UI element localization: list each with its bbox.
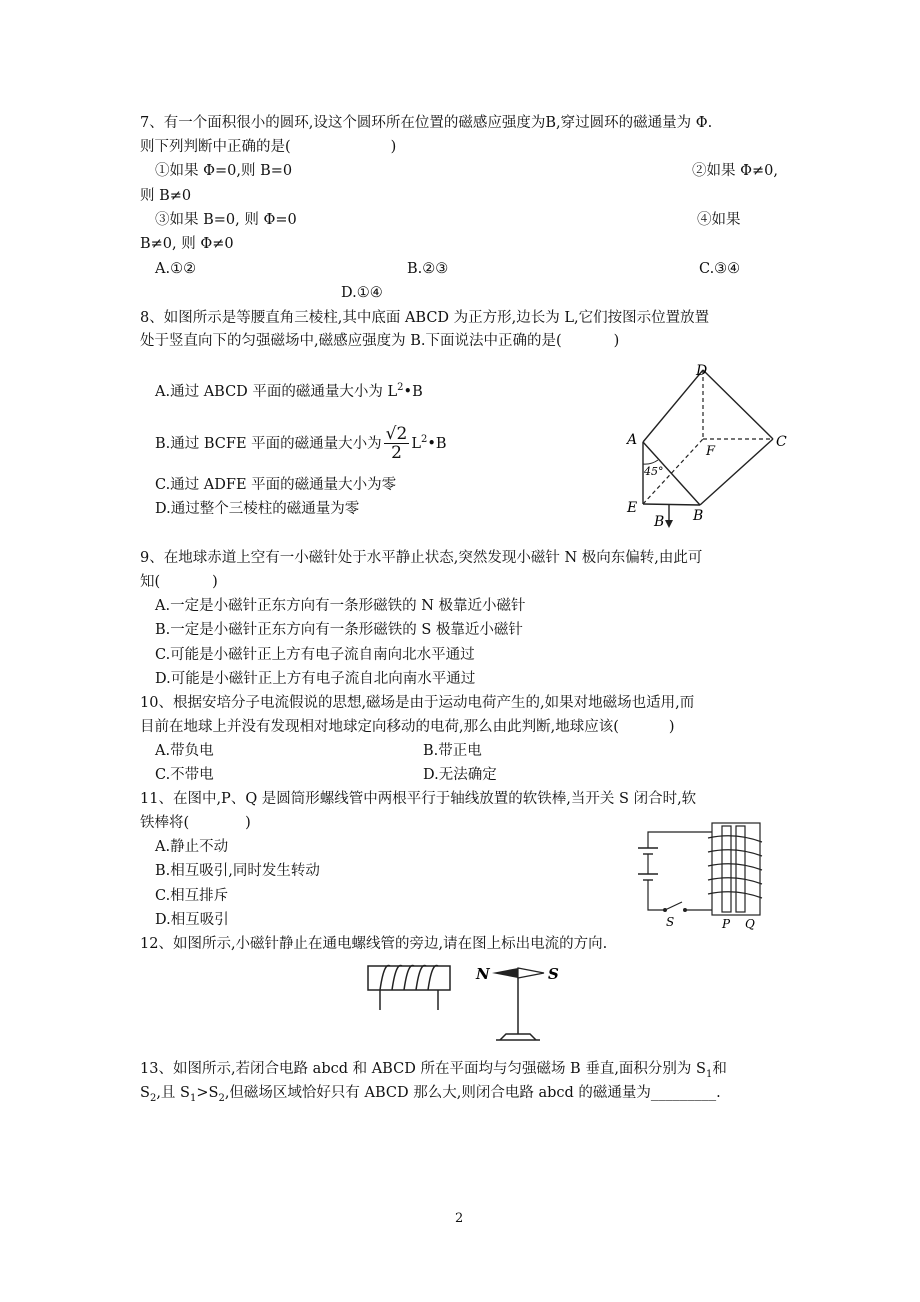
solenoid-compass-figure xyxy=(360,958,580,1046)
q9-stem-line1: 9、在地球赤道上空有一小磁针处于水平静止状态,突然发现小磁针 N 极向东偏转,由此可 xyxy=(140,550,703,566)
label-B-vertex: B xyxy=(693,508,704,524)
q7-statement-2: ②如果 Φ≠0, xyxy=(692,163,778,179)
solenoid-circuit-figure xyxy=(630,818,770,934)
q9-option-a[interactable]: A.一定是小磁针正东方向有一条形磁铁的 N 极靠近小磁针 xyxy=(155,598,526,614)
q7-option-d[interactable]: D.①④ xyxy=(341,285,383,301)
q10-option-b[interactable]: B.带正电 xyxy=(423,743,482,759)
label-Q: Q xyxy=(745,917,755,931)
q9-option-b[interactable]: B.一定是小磁针正东方向有一条形磁铁的 S 极靠近小磁针 xyxy=(155,622,523,638)
label-A: A xyxy=(627,432,638,448)
q10-option-d[interactable]: D.无法确定 xyxy=(423,767,497,783)
label-B-field: B xyxy=(654,514,665,530)
label-S-pole: S xyxy=(548,965,559,983)
q7-statement-2-cont: 则 B≠0 xyxy=(140,188,192,204)
label-S: S xyxy=(666,915,675,929)
q8-stem-line1: 8、如图所示是等腰直角三棱柱,其中底面 ABCD 为正方形,边长为 L,它们按图示位置放置 xyxy=(140,310,710,326)
q8-option-a[interactable]: A.通过 ABCD 平面的磁通量大小为 $L^2•B$ xyxy=(155,382,423,400)
page-number: 2 xyxy=(455,1211,464,1226)
label-D: D xyxy=(696,363,708,379)
q7-statement-3: ③如果 B=0, 则 Φ=0 xyxy=(155,212,297,228)
q11-option-b[interactable]: B.相互吸引,同时发生转动 xyxy=(155,863,320,879)
q8-option-b[interactable]: B.通过 BCFE 平面的磁通量大小为 $\frac{√2}{2}$ $L^2•B$ xyxy=(155,424,447,464)
q11-stem-line1: 11、在图中,P、Q 是圆筒形螺线管中两根平行于轴线放置的软铁棒,当开关 S 闭合时,软 xyxy=(140,791,697,807)
label-F: F xyxy=(706,444,716,459)
label-E: E xyxy=(627,500,638,516)
label-N: N xyxy=(476,965,490,983)
label-C: C xyxy=(776,434,787,450)
sqrt2-over-2-fraction: $\frac{√2}{2}$ xyxy=(385,424,408,464)
q7-stem-line2: 则下列判断中正确的是( ) xyxy=(140,139,397,155)
q7-option-c[interactable]: C.③④ xyxy=(699,261,741,277)
q8-option-d[interactable]: D.通过整个三棱柱的磁通量为零 xyxy=(155,501,360,517)
q9-option-c[interactable]: C.可能是小磁针正上方有电子流自南向北水平通过 xyxy=(155,647,475,663)
label-P: P xyxy=(722,917,731,931)
q7-stem-line1: 7、有一个面积很小的圆环,设这个圆环所在位置的磁感应强度为B,穿过圆环的磁通量为 Φ. xyxy=(140,115,713,131)
q7-statement-1: ①如果 Φ=0,则 B=0 xyxy=(155,163,293,179)
q13-stem-line1: 13、如图所示,若闭合电路 abcd 和 ABCD 所在平面均与匀强磁场 B 垂直,面积分别为 $S_1$和 xyxy=(140,1061,727,1080)
q13-answer-blank[interactable]: _________ xyxy=(650,1085,717,1101)
q7-statement-4: ④如果 xyxy=(697,212,741,228)
prism-figure xyxy=(620,360,800,532)
q8-option-c[interactable]: C.通过 ADFE 平面的磁通量大小为零 xyxy=(155,477,397,493)
q7-option-b[interactable]: B.②③ xyxy=(407,261,449,277)
q12-stem: 12、如图所示,小磁针静止在通电螺线管的旁边,请在图上标出电流的方向. xyxy=(140,936,608,952)
q13-stem-line2: $S_2$,且 $S_1>S_2$,但磁场区域恰好只有 ABCD 那么大,则闭合电路 abcd 的磁通量为_________. xyxy=(140,1085,721,1104)
q8-stem-line2: 处于竖直向下的匀强磁场中,磁感应强度为 B.下面说法中正确的是( ) xyxy=(140,333,620,349)
q10-option-c[interactable]: C.不带电 xyxy=(155,767,214,783)
q9-option-d[interactable]: D.可能是小磁针正上方有电子流自北向南水平通过 xyxy=(155,671,476,687)
q10-stem-line1: 10、根据安培分子电流假说的思想,磁场是由于运动电荷产生的,如果对地磁场也适用,而 xyxy=(140,695,695,711)
q10-option-a[interactable]: A.带负电 xyxy=(155,743,214,759)
q10-stem-line2: 目前在地球上并没有发现相对地球定向移动的电荷,那么由此判断,地球应该( ) xyxy=(140,719,675,735)
q11-option-d[interactable]: D.相互吸引 xyxy=(155,912,229,928)
q9-stem-line2: 知( ) xyxy=(140,574,218,590)
q11-option-a[interactable]: A.静止不动 xyxy=(155,839,229,855)
q11-option-c[interactable]: C.相互排斥 xyxy=(155,888,229,904)
label-45-degrees: 45° xyxy=(644,465,664,478)
q7-option-a[interactable]: A.①② xyxy=(155,261,197,277)
q11-stem-line2: 铁棒将( ) xyxy=(140,815,251,831)
q7-statement-4-cont: B≠0, 则 Φ≠0 xyxy=(140,236,234,252)
